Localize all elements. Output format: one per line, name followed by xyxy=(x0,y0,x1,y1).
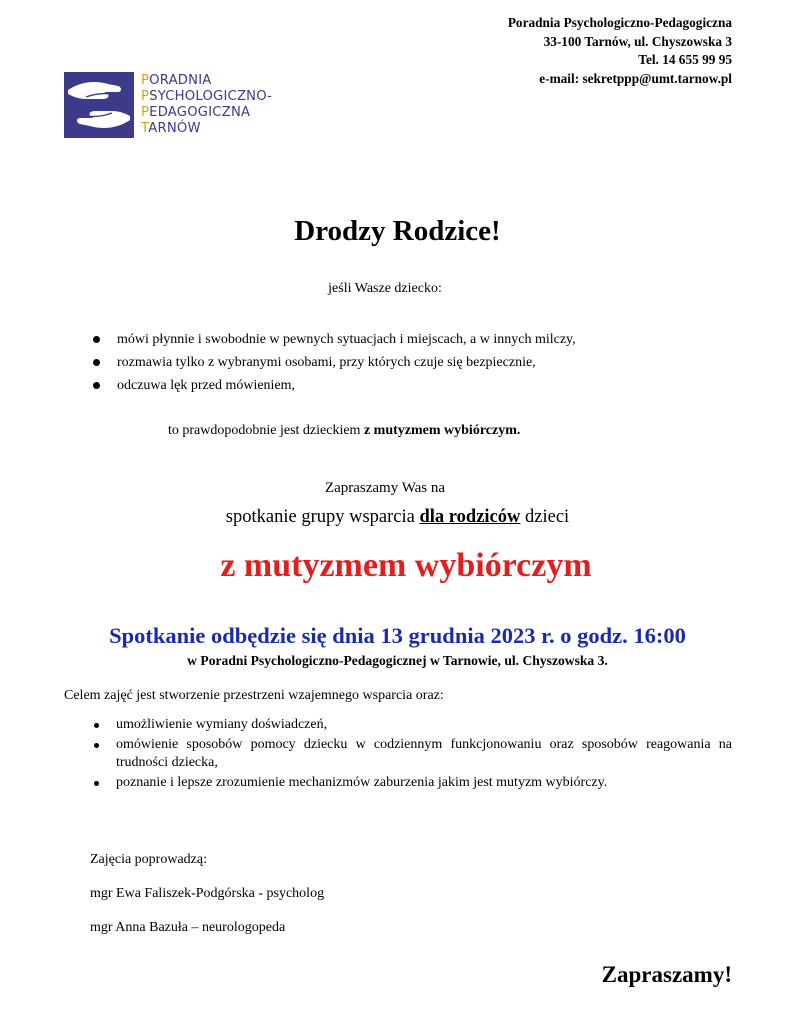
list-item: umożliwienie wymiany doświadczeń, xyxy=(92,716,732,734)
invite-line-1: Zapraszamy Was na xyxy=(324,480,446,496)
leaders-section xyxy=(90,851,324,953)
institution-phone: Tel. 14 655 99 95 xyxy=(638,52,732,67)
intro-text: jeśli Wasze dziecko: xyxy=(328,281,442,296)
leader-name: mgr Ewa Faliszek-Podgórska - psycholog xyxy=(90,886,325,901)
logo-wordmark: PORADNIA PSYCHOLOGICZNO- PEDAGOGICZNA TARNÓW xyxy=(141,73,273,136)
leader-name: mgr Anna Bazuła – neurologopeda xyxy=(90,920,286,935)
page-title: Drodzy Rodzice! xyxy=(294,215,501,247)
closing-text: Zapraszamy! xyxy=(601,962,732,987)
list-item: mówi płynnie i swobodnie w pewnych sytuacjach i miejscach, a w innych milczy, xyxy=(92,331,576,354)
institution-name: Poradnia Psychologiczno-Pedagogiczna xyxy=(507,15,732,30)
headline: z mutyzmem wybiórczym xyxy=(220,547,592,584)
list-item: rozmawia tylko z wybranymi osobami, przy których czuje się bezpiecznie, xyxy=(92,354,576,377)
hands-icon xyxy=(64,72,134,138)
meeting-place: w Poradni Psychologiczno-Pedagogicznej w Tarnowie, ul. Chyszowska 3. xyxy=(187,653,608,668)
list-item: poznanie i lepsze zrozumienie mechanizmów zaburzenia jakim jest mutyzm wybiórczy. xyxy=(92,774,732,792)
invite-line-2: spotkanie grupy wsparcia dla rodziców dzieci xyxy=(225,507,570,527)
list-item: omówienie sposobów pomocy dziecku w codziennym funkcjonowaniu oraz sposobów reagowania na trudności dziecka, xyxy=(92,736,732,772)
institution-email: e-mail: sekretppp@umt.tarnow.pl xyxy=(539,70,732,86)
meeting-date: Spotkanie odbędzie się dnia 13 grudnia 2023 r. o godz. 16:00 xyxy=(109,623,686,648)
list-item: odczuwa lęk przed mówieniem, xyxy=(92,377,576,400)
aim-intro: Celem zajęć jest stworzenie przestrzeni wzajemnego wsparcia oraz: xyxy=(64,688,444,703)
conclusion-text: to prawdopodobnie jest dzieckiem z mutyzmem wybiórczym. xyxy=(168,423,521,438)
aims-list xyxy=(92,716,732,794)
symptom-list xyxy=(92,331,576,400)
institution-address xyxy=(508,14,732,88)
institution-street: 33-100 Tarnów, ul. Chyszowska 3 xyxy=(543,33,732,49)
logo xyxy=(64,72,284,138)
leaders-heading: Zajęcia poprowadzą: xyxy=(90,852,207,867)
